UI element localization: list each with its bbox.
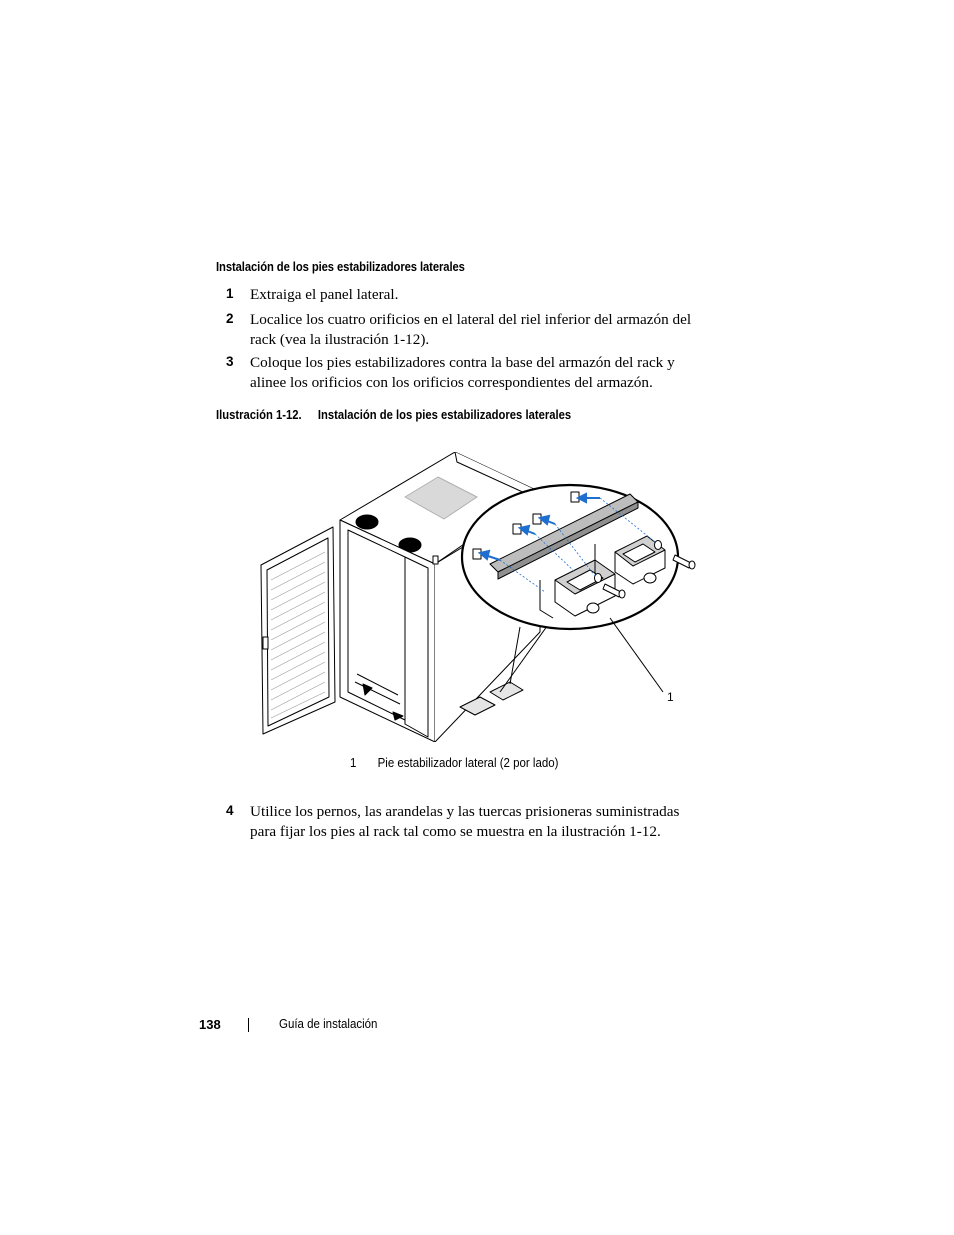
stabilizer-foot (490, 682, 523, 700)
rack-cable-hole (356, 515, 378, 529)
figure-legend (350, 756, 559, 770)
step-number: 3 (226, 354, 234, 369)
washer (655, 541, 662, 550)
callout-number: 1 (667, 690, 674, 704)
rack-stabilizer-illustration (255, 452, 705, 742)
step-text: Utilice los pernos, las arandelas y las tuercas prisioneras suministradas para fijar los pies al rack tal como se muestra en la ilustración 1-12. (250, 803, 680, 840)
figure-caption (216, 408, 571, 422)
step-text: Extraiga el panel lateral. (250, 286, 399, 303)
page-number: 138 (199, 1017, 221, 1032)
step-number: 4 (226, 803, 234, 818)
legend-text: Pie estabilizador lateral (2 por lado) (377, 756, 559, 770)
footer-divider (248, 1018, 249, 1032)
section-title: Instalación de los pies estabilizadores laterales (216, 260, 465, 274)
figure-label: Ilustración 1-12. (216, 408, 302, 422)
detail-circle (462, 485, 695, 629)
step-text: Coloque los pies estabilizadores contra la base del armazón del rack y alinee los orificios con los orificios correspondientes del armazón. (250, 354, 675, 391)
callout-leader (610, 618, 663, 692)
footer-doc-title: Guía de instalación (279, 1017, 378, 1031)
figure-title: Instalación de los pies estabilizadores laterales (317, 408, 572, 422)
step-text: Localice los cuatro orificios en el lateral del riel inferior del armazón del rack (vea la ilustración 1-12). (250, 311, 692, 348)
washer (595, 574, 602, 583)
step-number: 2 (226, 311, 234, 326)
rack-door (261, 527, 335, 734)
step-number: 1 (226, 286, 234, 301)
legend-number: 1 (350, 756, 357, 770)
